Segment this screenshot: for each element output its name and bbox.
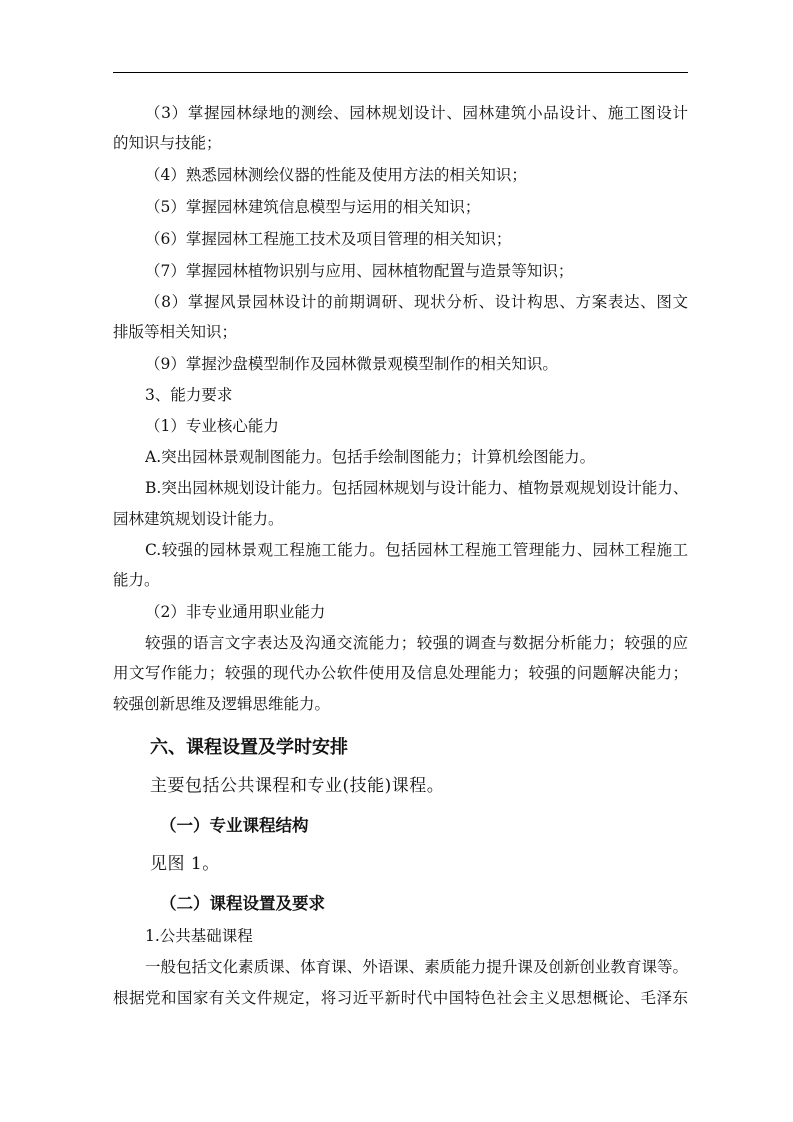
text-line: （5）掌握园林建筑信息模型与运用的相关知识；: [145, 198, 481, 216]
text-line: A.突出园林景观制图能力。包括手绘制图能力；计算机绘图能力。: [145, 448, 596, 466]
text-line: 一般包括文化素质课、体育课、外语课、素质能力提升课及创新创业教育课等。: [145, 958, 688, 976]
header-rule: [113, 72, 688, 73]
text-line: 园林建筑规划设计能力。: [113, 510, 284, 528]
subsection-heading: （一）专业课程结构: [160, 816, 309, 835]
section-text: 主要包括公共课程和专业(技能)课程。: [150, 776, 445, 796]
text-line: 较强创新思维及逻辑思维能力。: [113, 695, 331, 713]
text-line: C.较强的园林景观工程施工能力。包括园林工程施工管理能力、园林工程施工: [145, 541, 688, 559]
section-heading: 六、课程设置及学时安排: [150, 737, 348, 758]
text-line: 较强的语言文字表达及沟通交流能力；较强的调查与数据分析能力；较强的应: [145, 634, 688, 652]
text-line: （4）熟悉园林测绘仪器的性能及使用方法的相关知识；: [145, 166, 527, 184]
subsection-heading: （二）课程设置及要求: [160, 894, 325, 913]
text-line: 1.公共基础课程: [145, 927, 253, 945]
text-line: 用文写作能力；较强的现代办公软件使用及信息处理能力；较强的问题解决能力；: [113, 664, 688, 682]
text-line: 的知识与技能；: [113, 134, 222, 152]
figure-reference: 见图 1。: [150, 854, 220, 874]
text-line: B.突出园林规划设计能力。包括园林规划与设计能力、植物景观规划设计能力、: [145, 479, 688, 497]
text-line: （7）掌握园林植物识别与应用、园林植物配置与造景等知识；: [145, 262, 574, 280]
text-line: （8）掌握风景园林设计的前期调研、现状分析、设计构思、方案表达、图文: [145, 293, 688, 311]
text-line: 根据党和国家有关文件规定，将习近平新时代中国特色社会主义思想概论、毛泽东: [113, 989, 688, 1007]
text-line: （1）专业核心能力: [145, 417, 279, 435]
text-line: 排版等相关知识；: [113, 323, 238, 341]
text-line: 3、能力要求: [145, 386, 233, 404]
text-line: 能力。: [113, 571, 160, 589]
text-line: （3）掌握园林绿地的测绘、园林规划设计、园林建筑小品设计、施工图设计: [145, 104, 688, 122]
text-line: （6）掌握园林工程施工技术及项目管理的相关知识；: [145, 230, 512, 248]
text-line: （9）掌握沙盘模型制作及园林微景观模型制作的相关知识。: [145, 355, 558, 373]
text-line: （2）非专业通用职业能力: [145, 603, 326, 621]
